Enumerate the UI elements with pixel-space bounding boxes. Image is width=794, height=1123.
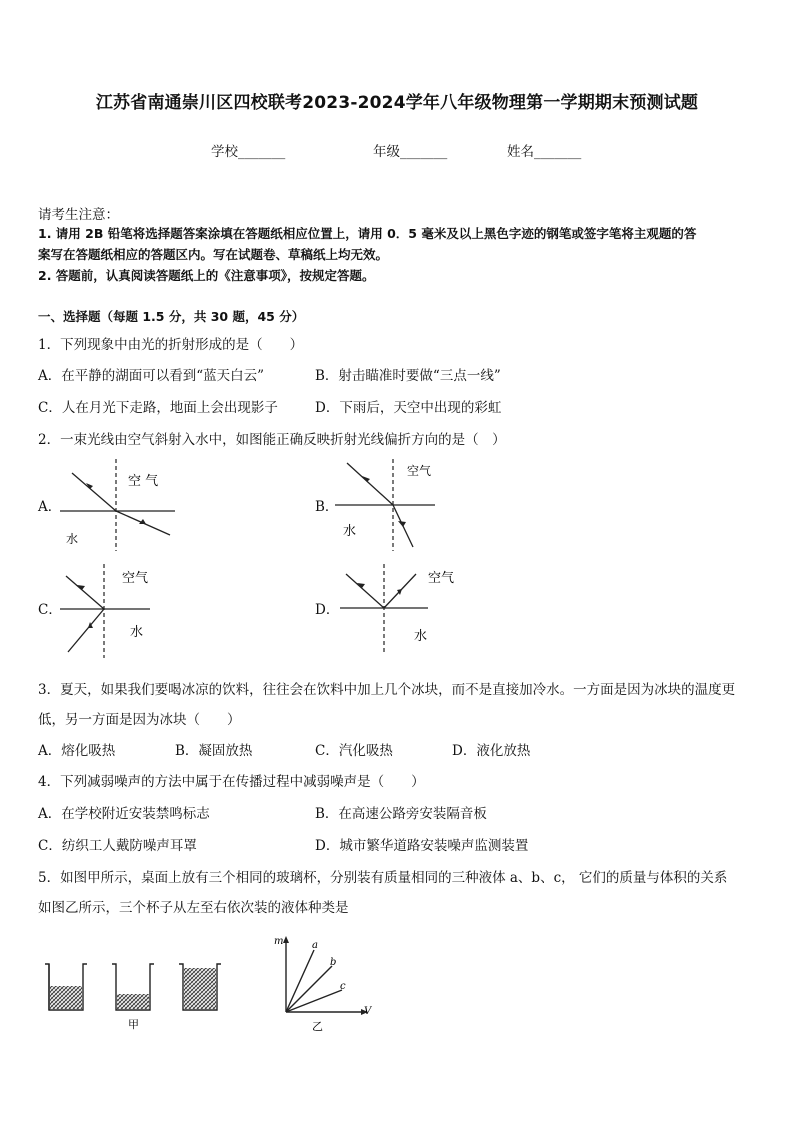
notice-line-1: 1. 请用 2B 铅笔将选择题答案涂填在答题纸相应位置上，请用 0．5 毫米及以上黑色字迹的钢笔或签字笔将主观题的答 [38, 226, 697, 241]
grade-field: 年级_______ [373, 144, 448, 160]
notice-line-2: 2. 答题前，认真阅读答题纸上的《注意事项》，按规定答题。 [38, 268, 375, 283]
label-b: b [330, 957, 337, 968]
q3-stem-line-1: 3．夏天，如果我们要喝冰凉的饮料，往往会在饮料中加上几个冰块，而不是直接加冷水。一方面是因为冰块的温度更 [38, 682, 736, 698]
q2-b-water-label: 水 [343, 524, 357, 539]
page-title: 江苏省南通崇川区四校联考2023-2024学年八年级物理第一学期期末预测试题 [95, 93, 699, 113]
q3-option-d: D．液化放热 [452, 743, 531, 759]
q1-option-c: C．人在月光下走路，地面上会出现影子 [38, 400, 278, 416]
q2-option-d-label: D． [315, 602, 340, 618]
q3-option-c: C．汽化吸热 [315, 743, 393, 759]
q5-yi-label: 乙 [312, 1020, 323, 1033]
q2-stem: 2．一束光线由空气斜射入水中，如图能正确反映折射光线偏折方向的是（ ） [38, 432, 506, 448]
line-b [286, 966, 332, 1012]
q3-option-b: B．凝固放热 [175, 743, 253, 759]
label-c: c [340, 981, 346, 992]
q5-stem-line-1: 5．如图甲所示，桌面上放有三个相同的玻璃杯，分别装有质量相同的三种液体 a、b、c， 它们的质量与体积的关系 [38, 870, 728, 886]
notice-line-1-cont: 案写在答题纸相应的答题区内。写在试题卷、草稿纸上均无效。 [38, 247, 389, 262]
q4-option-d: D．城市繁华道路安装噪声监测装置 [315, 838, 529, 854]
q4-option-a: A．在学校附近安装禁鸣标志 [38, 806, 210, 822]
q4-stem: 4．下列减弱噪声的方法中属于在传播过程中减弱噪声是（ ） [38, 774, 425, 790]
beaker-2 [112, 964, 154, 1010]
q1-option-a: A．在平静的湖面可以看到“蓝天白云” [38, 368, 265, 384]
q5-figure-yi [268, 932, 378, 1037]
q5-jia-label: 甲 [128, 1018, 139, 1031]
q2-c-water-label: 水 [130, 625, 144, 640]
q1-stem: 1．下列现象中由光的折射形成的是（ ） [38, 337, 304, 353]
q2-figure-a [60, 455, 180, 555]
q2-figure-b [335, 455, 455, 555]
q2-figure-c [60, 562, 180, 662]
q2-c-air-label: 空气 [122, 571, 149, 586]
q2-a-air-label: 空 气 [128, 474, 159, 489]
q2-option-b-label: B． [315, 499, 339, 515]
q2-d-air-label: 空气 [428, 571, 455, 586]
axis-v-label: V [364, 1006, 372, 1017]
q4-option-b: B．在高速公路旁安装隔音板 [315, 806, 487, 822]
label-a: a [312, 940, 318, 951]
q3-option-a: A．熔化吸热 [38, 743, 116, 759]
q2-option-c-label: C． [38, 602, 62, 618]
school-field: 学校_______ [211, 144, 286, 160]
q2-option-a-label: A． [38, 499, 62, 515]
q2-a-water-label: 水 [66, 532, 79, 546]
q1-option-b: B．射击瞄准时要做“三点一线” [315, 368, 501, 384]
q2-b-air-label: 空气 [407, 464, 432, 478]
q2-d-water-label: 水 [414, 629, 428, 644]
q2-figure-d [340, 562, 470, 662]
q3-stem-line-2: 低，另一方面是因为冰块（ ） [38, 712, 241, 728]
q5-stem-line-2: 如图乙所示，三个杯子从左至右依次装的液体种类是 [38, 900, 349, 916]
q1-option-d: D．下雨后，天空中出现的彩虹 [315, 400, 502, 416]
section-heading: 一、选择题（每题 1.5 分，共 30 题，45 分） [38, 309, 305, 324]
beaker-1 [45, 964, 87, 1010]
beaker-3 [179, 964, 221, 1010]
axis-m-label: m [274, 936, 284, 947]
q4-option-c: C．纺织工人戴防噪声耳罩 [38, 838, 197, 854]
q5-figure-jia [40, 950, 230, 1040]
name-field: 姓名_______ [507, 144, 582, 160]
notice-heading: 请考生注意： [38, 207, 119, 223]
